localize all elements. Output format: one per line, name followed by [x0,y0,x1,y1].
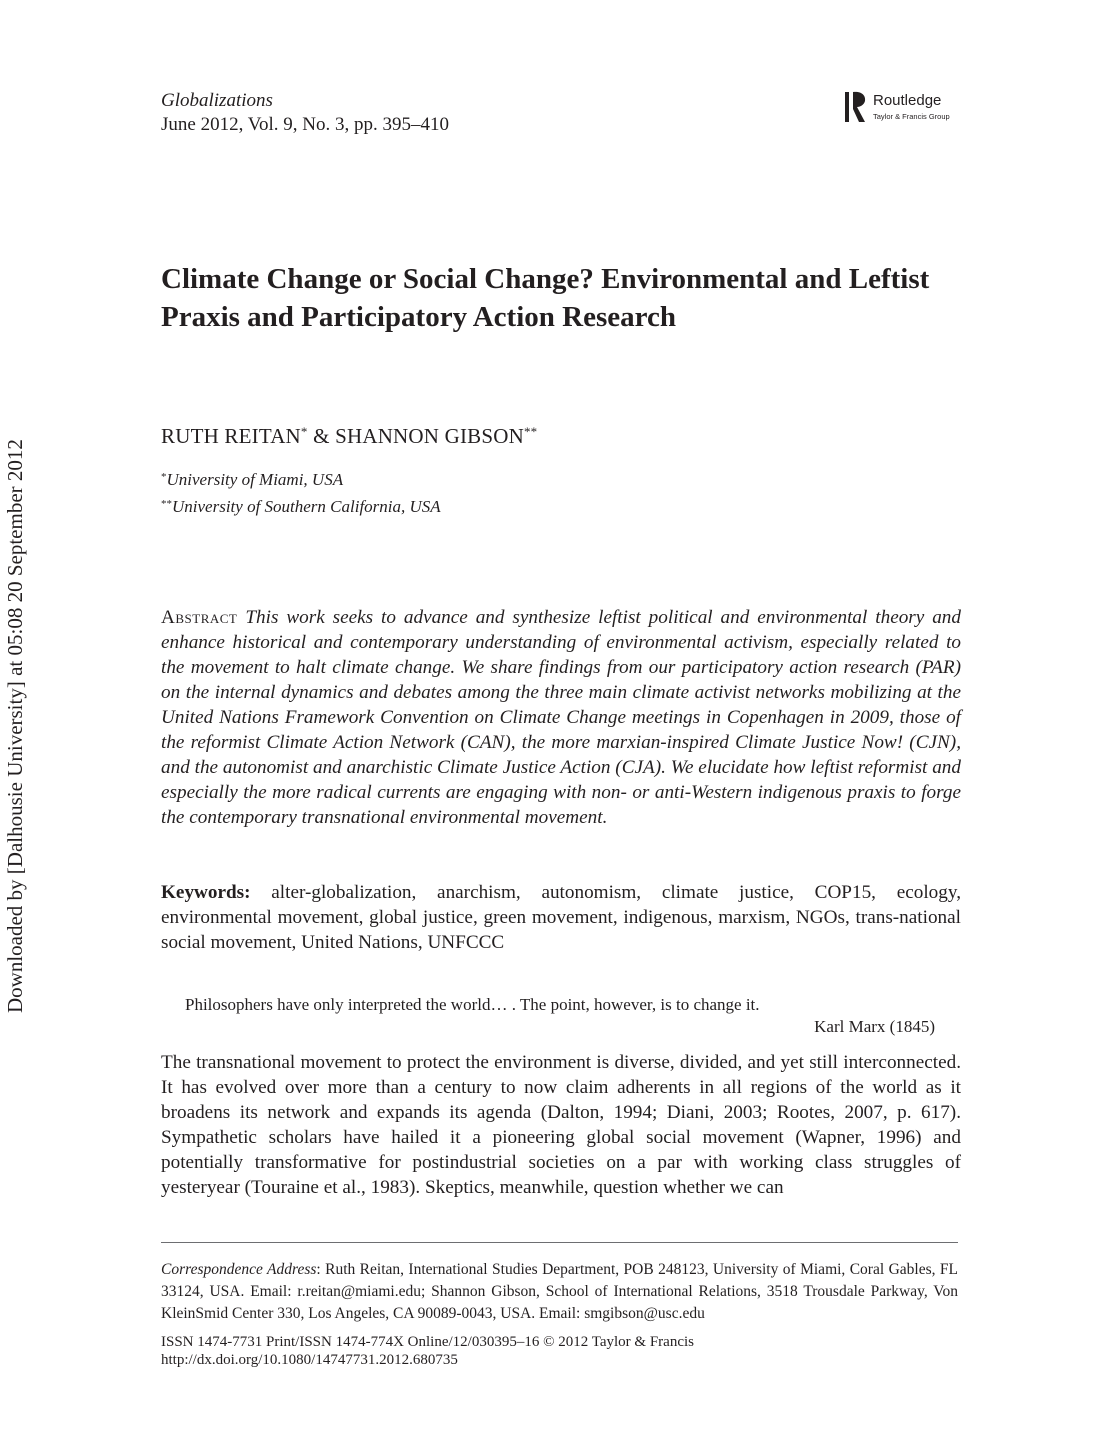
journal-issue: June 2012, Vol. 9, No. 3, pp. 395–410 [161,114,450,135]
keywords-label: Keywords: [161,882,251,903]
article-title: Climate Change or Social Change? Environmental and Leftist Praxis and Participatory Action Research [161,263,930,333]
abstract-label: Abstract [161,607,238,628]
affiliation-mark: * [161,471,167,483]
author-mark: ** [523,424,538,439]
author-name: RUTH REITAN [161,424,301,448]
epigraph [185,994,935,1038]
correspondence-text: : Ruth Reitan, International Studies Department, POB 248123, University of Miami, Coral Gables, FL 33124, USA. Email: r.reitan@miami.edu; Shannon Gibson, School of International Relations, 3518 Trousdale Parkway, Von KleinSmid Center 330, Los Angeles, CA 90089-0043, USA. Email: smgibson@usc.edu [161,1261,958,1322]
routledge-head-icon [845,90,867,124]
author-mark: * [300,424,308,439]
issn-line: ISSN 1474-7731 Print/ISSN 1474-774X Online/12/030395–16 © 2012 Taylor & Francis [161,1334,694,1350]
publication-info [161,1333,694,1369]
abstract [161,605,961,830]
download-stamp: Downloaded by [Dalhousie University] at 05:08 20 September 2012 [3,439,27,1013]
epigraph-text: Philosophers have only interpreted the world… . The point, however, is to change it. [185,995,760,1014]
affiliation-list [161,465,441,519]
epigraph-attribution: Karl Marx (1845) [814,1017,935,1036]
publisher-brand: Routledge [873,92,942,109]
author-separator: & [313,424,330,448]
correspondence-label: Correspondence Address [161,1261,317,1278]
affiliation-item [161,465,441,492]
affiliation-text: University of Southern California, USA [172,497,441,516]
publisher-logo [843,88,963,128]
author-list [161,424,537,449]
affiliation-text: University of Miami, USA [166,470,344,489]
keywords [161,880,961,955]
body-paragraph: The transnational movement to protect the environment is diverse, divided, and yet still interconnected. It has evolved over more than a century to now claim adherents in all regions of the world as it broadens its network and expands its agenda (Dalton, 1994; Diani, 2003; Rootes, 2007, p. 617). Sympathetic scholars have hailed it a pioneering global social movement (Wapner, 1996) and potentially transformative for postindustrial societies on a par with working class struggles of yesteryear (Touraine et al., 1983). Skeptics, meanwhile, question whether we can [161,1052,961,1198]
abstract-text: This work seeks to advance and synthesize leftist political and environmental theory and enhance historical and contemporary understanding of environmental activism, especially related to the movement to halt climate change. We share findings from our participatory action research (PAR) on the internal dynamics and debates among the three main climate activist networks mobilizing at the United Nations Framework Convention on Climate Change meetings in Copenhagen in 2009, those of the reformist Climate Action Network (CAN), the more marxian-inspired Climate Justice Now! (CJN), and the autonomist and anarchistic Climate Justice Action (CJA). We elucidate how leftist reformist and especially the more radical currents are engaging with non- or anti-Western indigenous praxis to forge the contemporary transnational environmental movement. [161,607,961,828]
footnote-divider [161,1242,958,1243]
keywords-text: alter-globalization, anarchism, autonomism, climate justice, COP15, ecology, environmental movement, global justice, green movement, indigenous, marxism, NGOs, trans-national social movement, United Nations, UNFCCC [161,882,961,953]
publisher-subtitle: Taylor & Francis Group [873,112,950,121]
affiliation-mark: ** [161,498,172,510]
affiliation-item [161,492,441,519]
journal-name: Globalizations [161,90,273,111]
doi-link[interactable]: http://dx.doi.org/10.1080/14747731.2012.680735 [161,1352,458,1368]
author-name: SHANNON GIBSON [335,424,524,448]
correspondence-address [161,1259,958,1325]
journal-header [161,89,449,137]
